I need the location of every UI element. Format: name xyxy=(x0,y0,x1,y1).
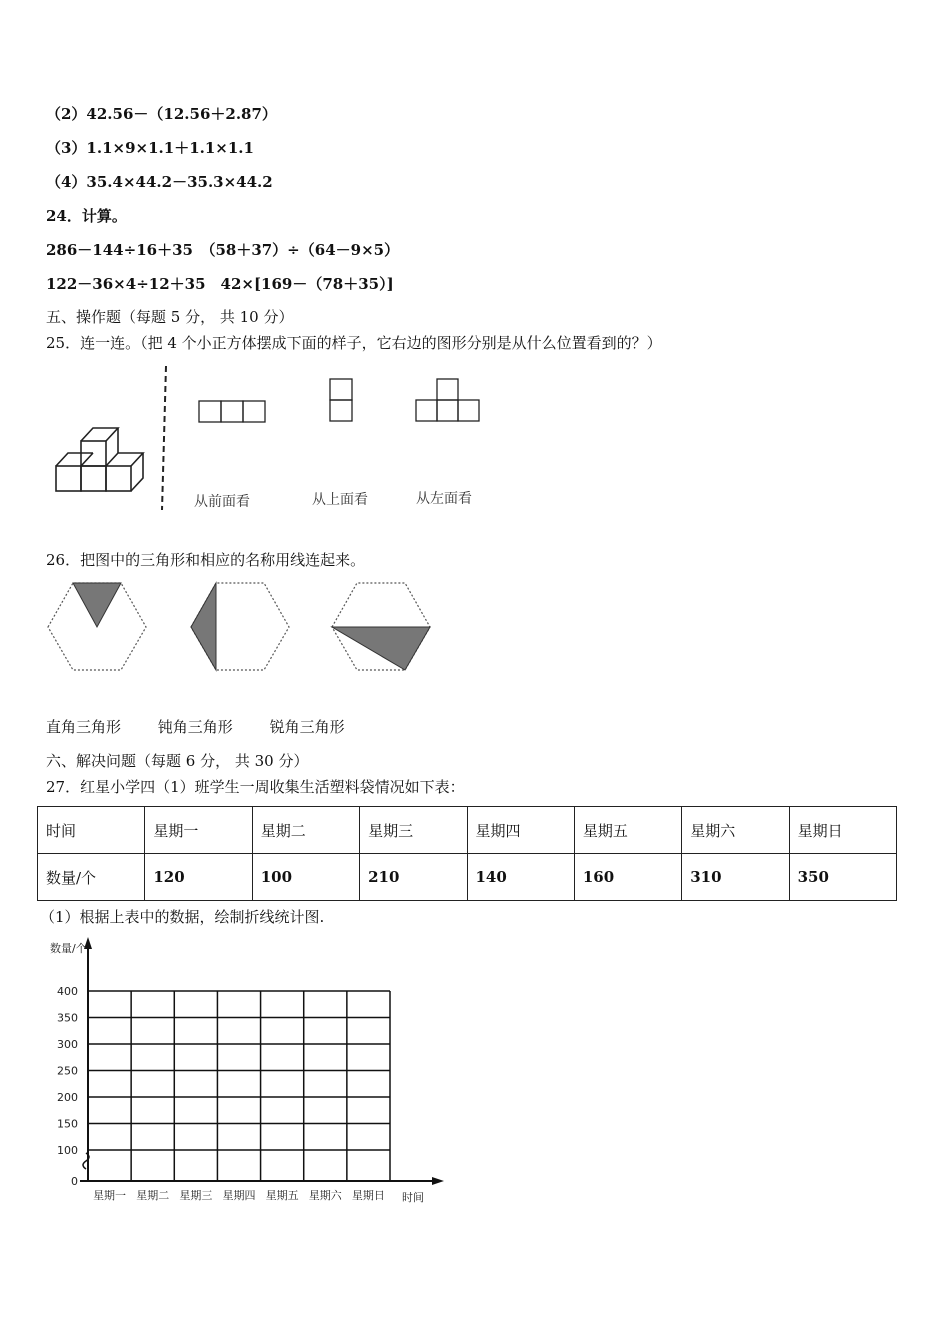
question-27: 27．红星小学四（1）班学生一周收集生活塑料袋情况如下表： xyxy=(46,778,465,796)
table-cell: 星期四 xyxy=(467,807,574,854)
table-cell: 星期二 xyxy=(252,807,359,854)
question-26: 26．把图中的三角形和相应的名称用线连起来。 xyxy=(46,551,366,569)
table-cell: 星期五 xyxy=(574,807,681,854)
x-axis-arrow xyxy=(432,1177,444,1185)
plastic-bag-table xyxy=(37,806,897,901)
question-24: 24．计算。 xyxy=(46,207,127,225)
y-tick-label: 200 xyxy=(57,1091,78,1104)
table-cell: 星期三 xyxy=(360,807,467,854)
table-cell: 160 xyxy=(574,854,681,901)
expr-2: （2）42.56－（12.56＋2.87） xyxy=(46,105,277,123)
y-tick-label: 300 xyxy=(57,1038,78,1051)
table-cell: 星期日 xyxy=(789,807,896,854)
acute-triangle-name: 锐角三角形 xyxy=(269,718,345,736)
line-chart xyxy=(40,935,460,1215)
hexagon-triangles-figure xyxy=(46,580,446,675)
y-tick-label: 100 xyxy=(57,1144,78,1157)
x-axis-label: 时间 xyxy=(402,1191,424,1204)
top-view-label: 从上面看 xyxy=(312,492,368,508)
x-category-label: 星期三 xyxy=(179,1189,213,1202)
chart-grid xyxy=(88,991,390,1181)
y-axis-label: 数量/个 xyxy=(50,942,87,955)
table-row xyxy=(38,854,897,901)
table-cell: 210 xyxy=(360,854,467,901)
section-6-heading: 六、解决问题（每题 6 分， 共 30 分） xyxy=(46,752,309,770)
calc-row-2: 122－36×4÷12＋35 42×[169－（78＋35）] xyxy=(46,275,394,293)
front-view-drawing xyxy=(199,401,265,422)
table-cell: 350 xyxy=(789,854,896,901)
y-tick-label: 150 xyxy=(57,1117,78,1131)
y-tick-label: 250 xyxy=(57,1064,78,1078)
y-tick-label: 0 xyxy=(71,1175,78,1188)
table-cell: 120 xyxy=(145,854,252,901)
table-cell: 星期一 xyxy=(145,807,252,854)
y-tick-label: 350 xyxy=(57,1011,78,1025)
expr-4: （4）35.4×44.2－35.3×44.2 xyxy=(46,173,273,191)
obtuse-triangle-name: 钝角三角形 xyxy=(157,718,233,736)
calc-row-1: 286－144÷16＋35 （58＋37）÷（64－9×5） xyxy=(46,241,400,259)
y-tick-labels xyxy=(57,985,78,1188)
hexagon-1 xyxy=(48,583,146,670)
right-triangle-name: 直角三角形 xyxy=(46,718,122,736)
x-category-label: 星期二 xyxy=(136,1189,170,1202)
x-category-label: 星期五 xyxy=(265,1189,299,1202)
top-view-drawing xyxy=(330,379,352,421)
hexagon-2 xyxy=(191,583,289,670)
table-cell: 310 xyxy=(682,854,789,901)
x-category-label: 星期六 xyxy=(308,1189,342,1202)
left-view-label: 从左面看 xyxy=(416,491,472,507)
question-27-1: （1）根据上表中的数据，绘制折线统计图. xyxy=(40,908,325,926)
x-category-labels xyxy=(93,1188,385,1202)
table-cell: 100 xyxy=(252,854,359,901)
table-cell: 数量/个 xyxy=(38,854,145,901)
table-cell: 140 xyxy=(467,854,574,901)
hexagon-3 xyxy=(332,583,430,670)
divider-dashed-line xyxy=(162,366,166,510)
table-row xyxy=(38,807,897,854)
x-category-label: 星期一 xyxy=(93,1189,127,1202)
cube-views-figure xyxy=(46,360,506,520)
expr-3: （3）1.1×9×1.1＋1.1×1.1 xyxy=(46,139,254,157)
left-view-drawing xyxy=(416,379,479,421)
front-view-label: 从前面看 xyxy=(194,494,250,510)
table-cell: 星期六 xyxy=(682,807,789,854)
y-tick-label: 400 xyxy=(57,985,78,998)
x-category-label: 星期日 xyxy=(351,1189,385,1202)
x-category-label: 星期四 xyxy=(222,1189,256,1202)
triangle-name-list xyxy=(46,716,377,737)
question-25: 25．连一连。（把 4 个小正方体摆成下面的样子，它右边的图形分别是从什么位置看到的？） xyxy=(46,334,662,352)
table-cell: 时间 xyxy=(38,807,145,854)
section-5-heading: 五、操作题（每题 5 分， 共 10 分） xyxy=(46,308,294,326)
cube-stack-drawing xyxy=(56,428,143,491)
